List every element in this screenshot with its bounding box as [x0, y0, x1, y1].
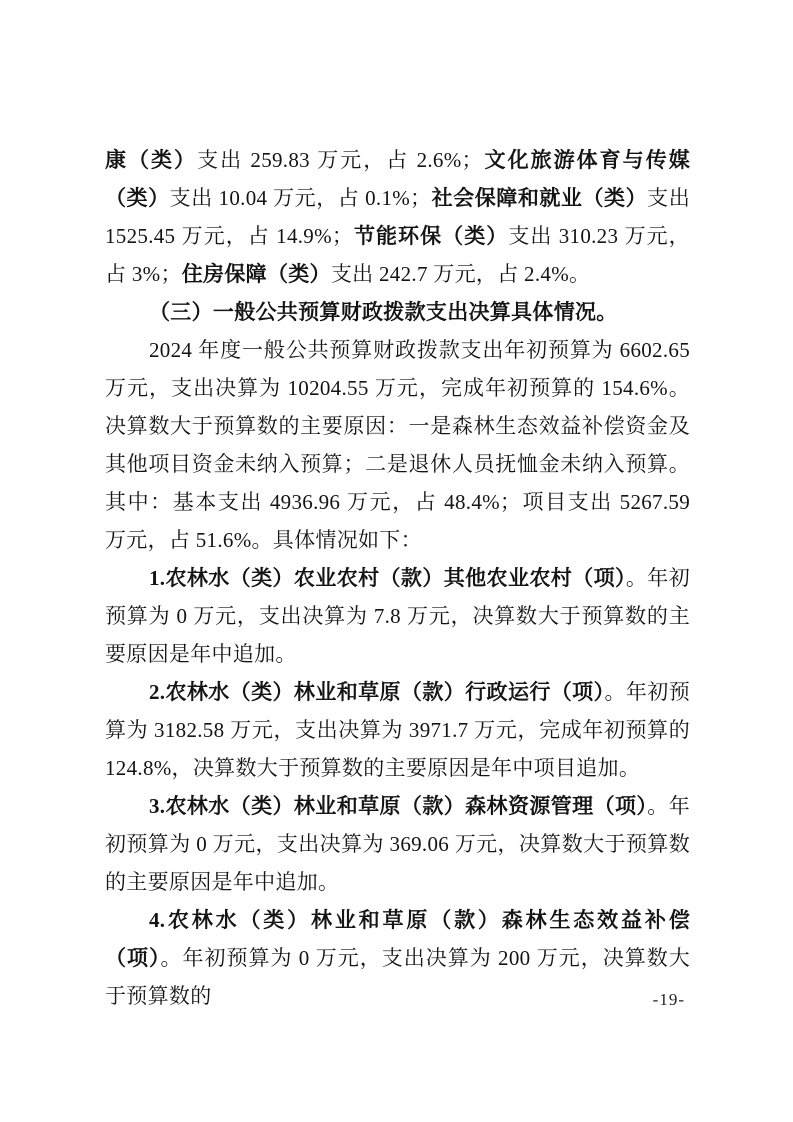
item-1-other-agriculture-rural: [105, 559, 690, 673]
text-segment: 节能环保（类）: [353, 224, 509, 248]
text-segment: 3.农林水（类）林业和草原（款）森林资源管理（项）: [149, 794, 648, 818]
para-general-budget-overview: [105, 331, 690, 559]
para-expense-breakdown-continuation: [105, 141, 690, 293]
item-3-forest-resource-management: [105, 787, 690, 901]
text-segment: 支出 1525.45 万元，占 14.9%；: [105, 186, 690, 248]
text-segment: 文化旅游体育与传媒（类）: [105, 148, 691, 210]
item-4-forest-ecological-compensation: [105, 901, 690, 1015]
text-segment: 支出 259.83 万元，占 2.6%；: [197, 148, 483, 172]
text-segment: 康（类）: [105, 148, 198, 172]
document-body: [105, 141, 690, 1015]
text-segment: 。年初预算为 0 万元，支出决算为 7.8 万元，决算数大于预算数的主要原因是年中追加。: [105, 566, 691, 666]
text-segment: 2.农林水（类）林业和草原（款）行政运行（项）: [149, 680, 605, 704]
text-segment: 2024 年度一般公共预算财政拨款支出年初预算为 6602.65 万元，支出决算为 10204.55 万元，完成年初预算的 154.6%。决算数大于预算数的主要原因：一是森林生态效益补偿资金及其他项目资金未纳入预算；二是退休人员抚恤金未纳入预算。其中：基本支出 4936.96 万元，占 48.4%；项目支出 5267.59 万元，占 51.6%。具体情况如下：: [105, 338, 690, 552]
text-segment: 。年初预算为 0 万元，支出决算为 200 万元，决算数大于预算数的: [105, 946, 690, 1008]
text-segment: 支出 10.04 万元，占 0.1%；: [169, 186, 432, 210]
text-segment: （三）一般公共预算财政拨款支出决算具体情况。: [149, 300, 618, 324]
text-segment: 住房保障（类）: [181, 262, 331, 286]
text-segment: 1.农林水（类）农业农村（款）其他农业农村（项）: [149, 566, 626, 590]
heading-section-three: [105, 293, 690, 331]
text-segment: 支出 310.23 万元，占 3%；: [105, 224, 690, 286]
text-segment: 支出 242.7 万元，占 2.4%。: [330, 262, 591, 286]
item-2-administrative-operation: [105, 673, 690, 787]
text-segment: 4.农林水（类）林业和草原（款）森林生态效益补偿（项）: [105, 908, 690, 970]
page-number: -19-: [652, 990, 685, 1009]
text-segment: 。年初预算为 3182.58 万元，支出决算为 3971.7 万元，完成年初预算的 124.8%，决算数大于预算数的主要原因是年中项目追加。: [105, 680, 691, 780]
text-segment: 社会保障和就业（类）: [431, 186, 648, 210]
text-segment: 。年初预算为 0 万元，支出决算为 369.06 万元，决算数大于预算数的主要原因是年中追加。: [105, 794, 691, 894]
